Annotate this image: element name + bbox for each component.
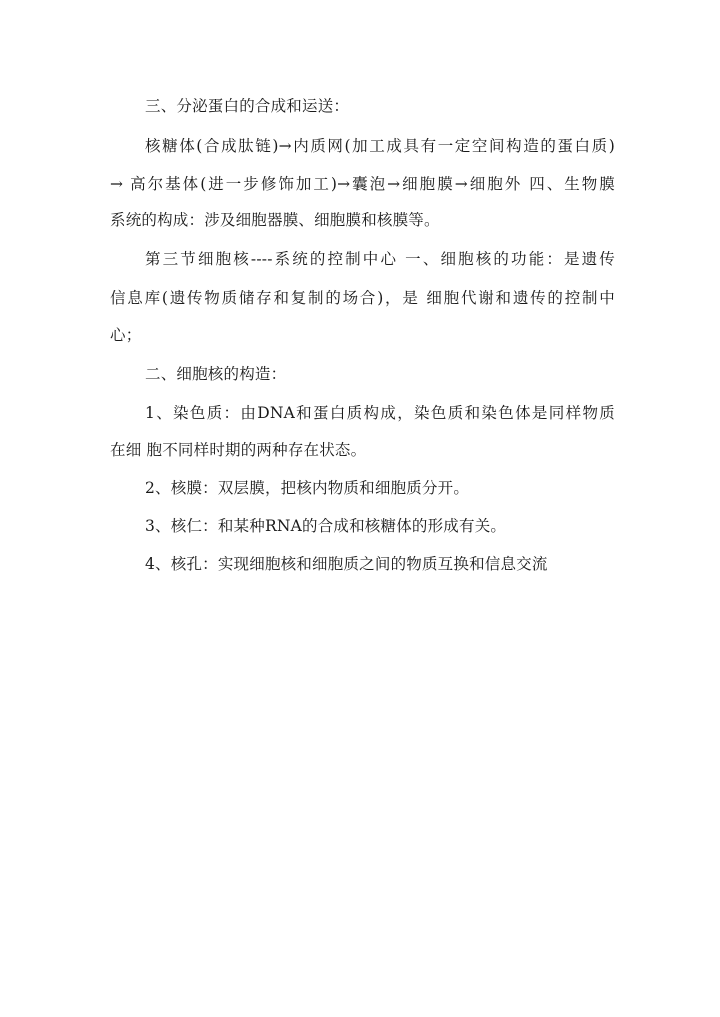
list-item-nucleolus: 3、核仁：和某种RNA的合成和核糖体的形成有关。 <box>145 517 507 535</box>
text-line: 系统的构成：涉及细胞器膜、细胞膜和核膜等。 <box>110 211 440 229</box>
list-item-chromatin: 1、染色质：由DNA和蛋白质构成，染色质和染色体是同样物质 <box>145 404 615 422</box>
list-item-nuclear-pore: 4、核孔：实现细胞核和细胞质之间的物质互换和信息交流 <box>145 555 548 573</box>
text-line: 心； <box>110 326 142 344</box>
text-line: 信息库(遗传物质储存和复制的场合)，是 细胞代谢和遗传的控制中 <box>110 289 615 307</box>
text-line: → 高尔基体(进一步修饰加工)→囊泡→细胞膜→细胞外 四、生物膜 <box>110 175 615 193</box>
text-line: 核糖体(合成肽链)→内质网(加工成具有一定空间构造的蛋白质) <box>145 137 615 155</box>
heading-nucleus-structure: 二、细胞核的构造： <box>145 365 287 383</box>
section-heading-nucleus: 第三节细胞核----系统的控制中心 一、细胞核的功能：是遗传 <box>145 250 615 268</box>
heading-secretory-protein: 三、分泌蛋白的合成和运送： <box>145 97 350 115</box>
text-line: 在细 胞不同样时期的两种存在状态。 <box>110 441 367 459</box>
list-item-nuclear-envelope: 2、核膜：双层膜，把核内物质和细胞质分开。 <box>145 479 470 497</box>
